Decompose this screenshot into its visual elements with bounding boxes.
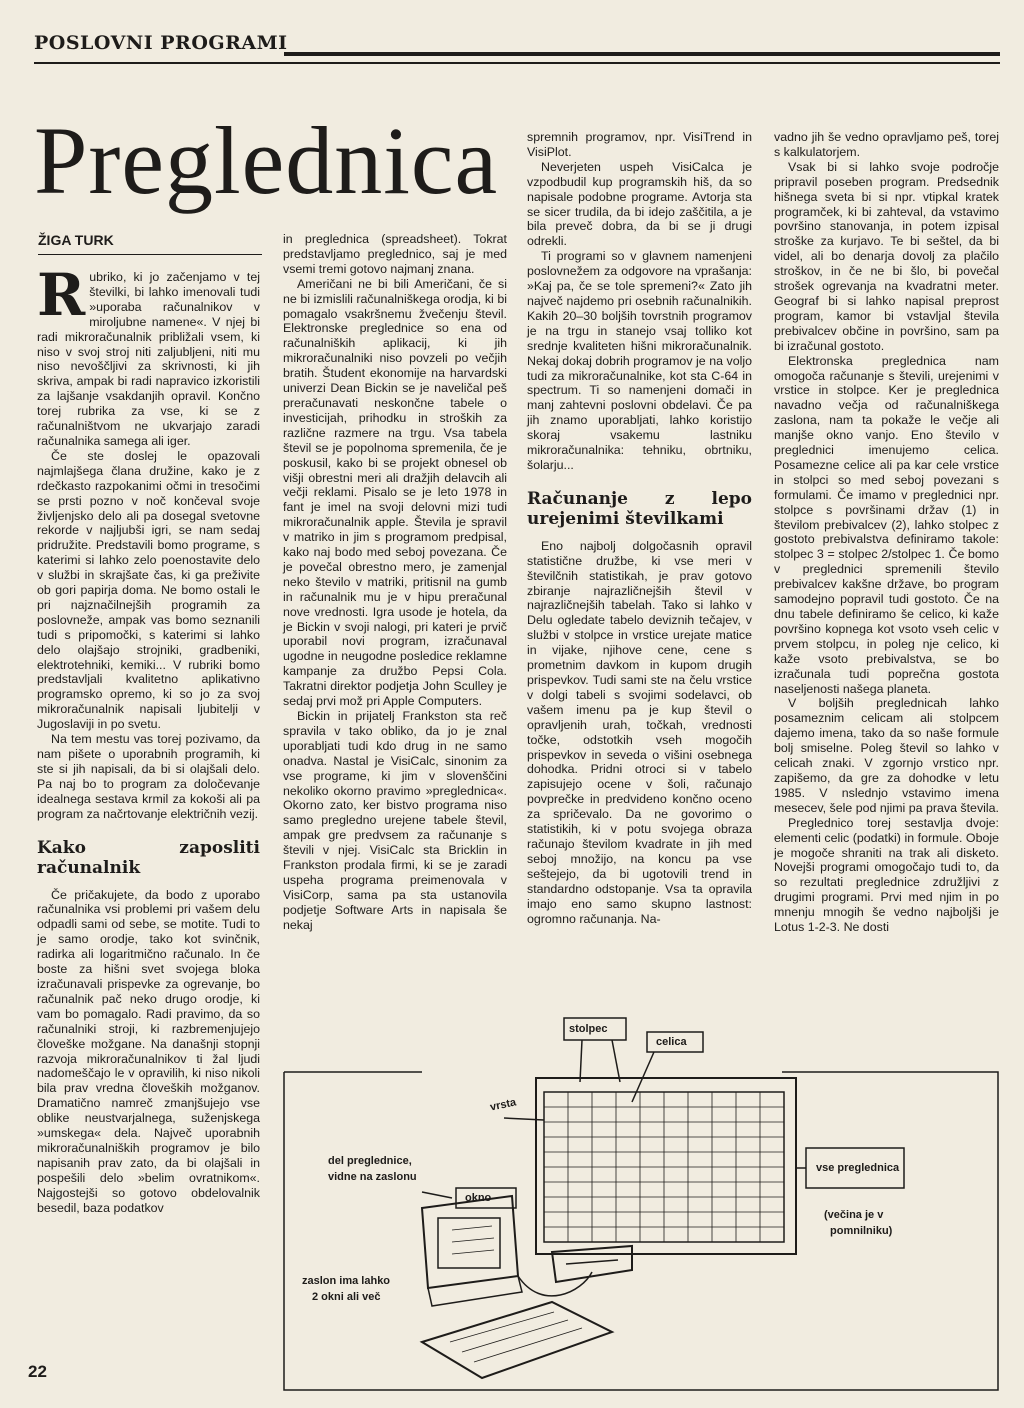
paragraph: Bickin in prijatelj Frankston sta reč spravila v tako obliko, da jo je znal uporabljati tudi kdo drug in ne samo onadva. Nastal je VisiCalc, sinonim za vse programe, ki jim v slovenščini nekoliko okorno pravimo »preglednica«. Okorno zato, ker bistvo programa niso samo pregledno urejene tabele števil, ampak gre predvsem za računanje s števili v njej. VisiCalc sta Bricklin in Frankston prodala firmi, ki se je zaradi uspeha programa preimenovala v VisiCorp, sama pa sta ustanovila podjetje Software Arts in napisala še nekaj [283, 709, 507, 932]
paragraph-text: ubriko, ki jo začenjamo v tej številki, bi lahko imenovali tudi »uporaba računalnikov v miroljubne namene«. V njej bi radi mikroračunalnik približali vsem, ki niso v svoj stroj niti zaljubljeni, niti mu niso nevoščljivi za skrivnosti, ki jih skriva, ampak bi radi napravico izkoristili za lajšanje vsakdanjih opravil. Končno torej rubrika za vse, ki se z računalništvom ne ukvarjajo zaradi računalnika samega ali iger. [37, 270, 260, 448]
diagram-illustration [282, 1012, 1000, 1392]
paragraph: Na tem mestu vas torej pozivamo, da nam pišete o uporabnih programih, ki ste si jih napisali, da bi si olajšali delo. Pa naj bo to program za določevanje idealnega sestava krmil za kokoši ali pa program za načrtovanje električnih vezij. [37, 732, 260, 821]
section-header [34, 32, 1000, 68]
subheading-kako-zaposliti: Kako zaposliti računalnik [37, 837, 260, 878]
text-column-1 [37, 261, 260, 1215]
paragraph: in preglednica (spreadsheet). Tokrat predstavljamo preglednico, saj je med vsemi tremi gotovo najmanj znana. [283, 232, 507, 276]
label-celica: celica [656, 1036, 687, 1048]
label-vrsta: vrsta [489, 1096, 518, 1114]
paragraph: Ti programi so v glavnem namenjeni poslovnežem za odgovore na vprašanja: »Kaj pa, če se tole spremeni?« Zato jih največ najdemo pri osebnih računalnikih. Kakih 20–30 boljših tovrstnih programov je na trgu in stanejo vsaj tolliko kot srednje kvaliteten hišni mikroračunalnik. Nekaj dokaj dobrih programov je na voljo tudi za mikroračunalnike, kot sta C-64 in spectrum. Ti so namenjeni domači in manj zahtevni poslovni obdelavi. Če pa jih znamo uporabljati, lahko koristijo skoraj vsakemu lastniku mikroračunalnika: tehniku, obrtniku, šolarju... [527, 249, 752, 472]
paragraph: Elektronska preglednica nam omogoča računanje s števili, urejenimi v vrstice in stolpce. Ker je preglednica navadno večja od računalniškega zaslona, nam ta pokaže le večje ali manjše okno vanjo. Eno število v preglednici imenujemo celica. Posamezne celice ali pa kar cele vrstice in stolpci so med seboj povezani s formulami. Če imamo v preglednici npr. stolpce s površinami držav (1) in številom prebivalcev (2), lahko stolpec z gostoto prebivalstva definiramo takole: stolpec 3 = stolpec 2/stolpec 1. Če bomo v preglednici spremenili število prebivalcev kakšne države, bo program samodejno popravil tudi gostoto. Če na dnu tabele definiramo še celico, ki kaže površino kopnega kot vsoto vseh celic v prvem stolpcu, in poleg nje celico, ki kaže vsoto prebivalstva, se bo izračunala tudi poprečna gostota naseljenosti našega planeta. [774, 353, 999, 696]
paragraph: Neverjeten uspeh VisiCalca je vzpodbudil kup programskih hiš, da so napisale podobne programe. Avtorja sta se sicer trudila, da bi idejo zaščitila, a je bila preveč dobra, da bi se ji drugi odrekli. [527, 159, 752, 249]
header-rule-thick [284, 52, 1000, 56]
label-del-2: vidne na zaslonu [328, 1171, 417, 1183]
article-title: Preglednica [34, 107, 499, 214]
paragraph: spremnih programov, npr. VisiTrend in VisiPlot. [527, 130, 752, 159]
byline-rule [38, 254, 262, 255]
label-zaslon-2: 2 okni ali več [312, 1291, 381, 1303]
label-vecina-2: pomnilniku) [830, 1225, 893, 1237]
paragraph: vadno jih še vedno opravljamo peš, torej s kalkulatorjem. [774, 130, 999, 159]
drop-cap: R [37, 261, 86, 329]
paragraph: V boljših preglednicah lahko posameznim celicam ali stolpcem dajemo imena, tako da so naše formule bolj smiselne. Poleg števil so lahko v celicah znaki. V zgornjo vrstico npr. zapišemo, da gre za dohodke v letu 1985. V nslednjo vstavimo imena mesecev, šele pod njimi pa prava števila. [774, 696, 999, 815]
label-del-1: del preglednice, [328, 1155, 412, 1167]
author-byline: ŽIGA TURK [38, 232, 114, 248]
label-vse-preglednica: vse preglednica [816, 1162, 900, 1174]
label-okno: okno [465, 1192, 492, 1204]
paragraph: Če pričakujete, da bodo z uporabo računalnika vsi problemi pri vašem delu odpadli sami od sebe, se motite. Tudi to je samo orodje, tako kot svinčnik, radirka ali logaritmično računalo. In če boste za hišni svet svojega bloka izračunavali prispevke za ogrevanje, bo računalnik pač neko drugo orodje, ki vam bo pomagalo. Radi pravimo, da so računalniki stroji, ki razbremenjujejo človeške možgane. Na današnji stopnji razvoja mikroračunalnikov ti žal ljudi nadomeščajo le v opravilih, ki niso nikoli bila prav vredna človeških možganov. Dramatično namreč zmanjšujejo vse oblike neustvarjalnega, suženjskega »umskega« dela. Največ uporabnih mikroračunalniških programov je bilo napisanih prav zato, da bi olajšali in pospešili delo »belim ovratnikom«. Najgostejši so gotovo obdelovalnik besedil, baza podatkov [37, 887, 260, 1215]
header-rule-thin [34, 62, 1000, 64]
paragraph: Če ste doslej le opazovali najmlajšega člana družine, kako je z rdečkasto razpokanimi očmi in tresočimi se prsti pozno v noč končeval svoje življenjsko delo ali pa dosegal svetovne rekorde v najljubši igri, se nam sedaj pridružite. Predstavili bomo programe, s katerimi si lahko zelo poenostavite delo v službi in skrajšate čas, ki ga preživite ob gori papirja doma. Ne bomo ostali le pri najznačilnejših programih za poslovneže, ampak vas bomo seznanili tudi s pripomočki, s katerimi si lahko delo olajšajo strojniki, gradbeniki, elektrotehniki, kemiki... V rubriki bomo predstavljali kvalitetno aplikativno programsko opremo, ki so jo za svoj mikroračunalnik napisali ljubitelji v Jugoslaviji in po svetu. [37, 448, 260, 732]
label-zaslon-1: zaslon ima lahko [302, 1275, 391, 1287]
paragraph: Američani ne bi bili Američani, če si ne bi izmislili računalniškega orodja, ki bi pomagalo vsakršnemu žvečenju števil. Elektronske preglednice so ena od računalniških aplikacij, ki jih mikroračunalniki niso povzeli po večjih bratih. Študent ekonomije na harvardski univerzi Dean Bickin se je naveličal peš preračunavati neskončne tabele o investicijah, prihodku in stroških za različne razmere na trgu. Vsa tabela števil se je popolnoma spremenila, če je poskusil, kako bi se projekt obnesel ob višji obrestni meri ali dražjih delavcih ali večji reklami. Pisalo se je leto 1978 in fant je imel na svoji delovni mizi tudi mikroračunalnik apple. Števila je spravil v matriko in jim s programom predpisal, kako naj bodo med seboj povezana. Če je povečal obrestno mero, je zamenjal neko število v matriki, pritisnil na gumb in računalnik mu je v hipu preračunal nove vrednosti. Igra usode je hotela, da je Bickin v svoji nalogi, pri kateri je prvič uporabil novi program, izračunaval ugodne in neugodne posledice reklamne kampanje za družbo Pepsi Cola. Takratni direktor podjetja John Sculley je sedaj prvi mož pri Apple Computers. [283, 276, 507, 709]
label-vecina-1: (večina je v [824, 1209, 884, 1221]
label-stolpec: stolpec [569, 1023, 608, 1035]
text-column-3 [527, 130, 752, 926]
page-number: 22 [28, 1362, 47, 1381]
paragraph: Vsak bi si lahko svoje področje pripravil poseben program. Predsednik hišnega sveta bi si npr. vtipkal kratek programček, ki bi zahteval, da vstavimo površino stanovanja, in potem izpisal stroške za kurjavo. Te bi seštel, da bi videl, ali bo denarja dovolj za plačilo stroškov, in če ne bi šlo, bi povečal strošek ogrevanja na kvadratni meter. Geograf bi si lahko napisal preprost program, kamor bi vstavljal števila prebivalcev občine in površino, sam pa bi izračunal gostoto. [774, 159, 999, 353]
text-column-4 [774, 130, 999, 935]
paragraph: Preglednico torej sestavlja dvoje: elementi celic (podatki) in formule. Oboje je mogoče shraniti na trak ali disketo. Novejši programi omogočajo tudi to, da so rezultati preglednice združljivi z drugimi programi. Prvi med njim in po mnenju mnogih še vedno najboljši je Lotus 1-2-3. Ne dosti [774, 815, 999, 935]
section-title: POSLOVNI PROGRAMI [34, 32, 288, 54]
paragraph [37, 261, 260, 449]
paragraph: Eno najbolj dolgočasnih opravil statistične družbe, ki vse meri v številčnih statistikah, je prav gotovo zbiranje najrazličnejših števil v najrazličnejših tabelah. Tako si lahko v Delu ogledate tabelo deviznih tečajev, v službi v stolpce in vrstice urejate matice in vijake, njihove cene, cene s prometnim davkom in kupom drugih prispevkov. Tudi sami ste na čelu vrstice v dolgi tabeli s svojimi sodelavci, ob vašem imenu pa je kup števil o opravljenih urah, točkah, vrednosti točke, odstotkih vseh mogočih prispevkov in seveda o višini osebnega dohodka. Pridni otroci si v tabelo zapisujejo ocene v šoli, računajo povprečke in predvideno končno oceno za spričevalo. Da ne govorimo o statistikih, ki v potu svojega obraza računajo številom kvadrate in jih med seboj množijo, na koncu pa vse seštejejo, da bi ugotovili trend in standardno odstopanje. Vsa ta opravila imajo eno samo skupno lastnost: ogromno računanja. Na- [527, 538, 752, 926]
text-column-2 [283, 232, 507, 933]
spreadsheet-diagram [282, 1012, 1000, 1392]
subheading-racunanje: Računanje z lepo urejenimi številkami [527, 488, 752, 529]
